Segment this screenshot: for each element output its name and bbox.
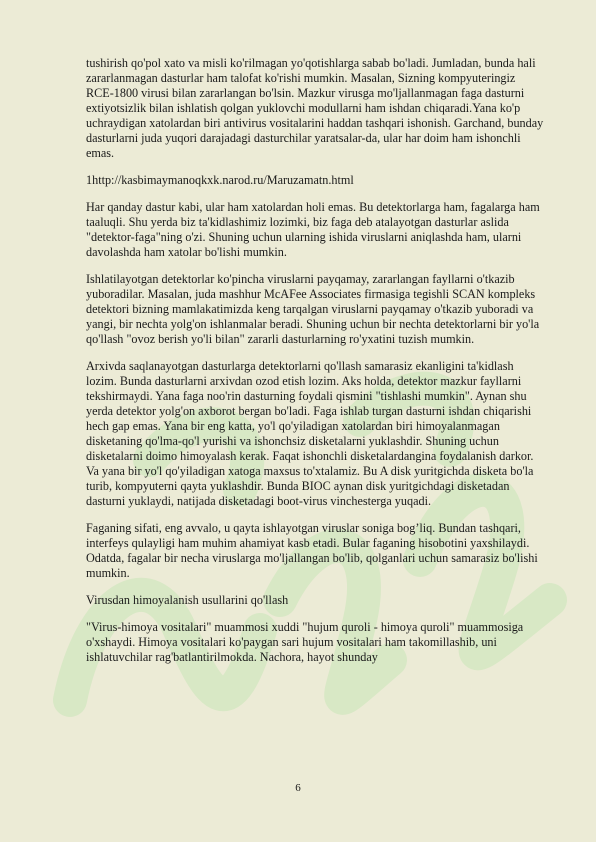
paragraph: Har qanday dastur kabi, ular ham xatolardan holi emas. Bu detektorlarga ham, fagalarga ham taaluqli. Shu yerda biz ta'kidlashimiz lozimki, biz faga deb atalayotgan dasturlar aslida "detektor-faga"ning o'zi. Shuning uchun ularning ishida viruslarni aniqlashda ham, ularni davolashda ham xatolar bo'lishi mumkin. (86, 200, 540, 259)
page-number: 6 (295, 782, 301, 794)
paragraph: Arxivda saqlanayotgan dasturlarga detektorlarni qo'llash samarasiz ekanligini ta'kidlash lozim. Bunda dasturlarni arxivdan ozod etish lozim. Aks holda, detektor mazkur fayllarni tekshirmaydi. Yana faga noo'rin dasturning foydali qismini "tishlashi mumkin". Aynan shu yerda detektor yolg'on axborot bergan bo'ladi. Faga ishlab turgan dasturni ishdan chiqarishi hech gap emas. Yana bir eng katta, yo'l qo'yiladigan xatolardan biri himoyalanmagan disketaning qo'lma-qo'l yurishi va ishonchsiz disketalarni yuklashdir. Shuning uchun disketalarni doimo himoyalash kerak. Faqat ishonchli disketalardangina foydalanish darkor. (86, 359, 534, 463)
document-body (86, 56, 546, 677)
paragraph: Va yana bir yo'l qo'yiladigan xatoga maxsus to'xtalamiz. Bu A disk yuritgichda disketa bo'la turib, kompyuterni qayta yuklashdir. Bunda BIOC aynan disk yuritgichdagi disketadan dasturni yuklaydi, natijada disketadagi boot-virus vinchesterga yuqadi. (86, 464, 534, 508)
section-heading: Virusdan himoyalanish usullarini qo'llash (86, 593, 289, 607)
paragraph: Faganing sifati, eng avvalo, u qayta ishlayotgan viruslar soniga bog’liq. Bundan tashqari, interfeys qulayligi ham muhim ahamiyat kasb etadi. Bular faganing hisobotini yaxshilaydi. Odatda, fagalar bir necha viruslarga mo'ljallangan bo'lib, qolganlari uchun samarasiz bo'lishi mumkin. (86, 521, 538, 580)
footnote-link: 1http://kasbimaymanoqkxk.narod.ru/Maruzamatn.html (86, 173, 354, 187)
paragraph: "Virus-himoya vositalari" muammosi xuddi "hujum quroli - himoya quroli" muammosiga o'xshaydi. Himoya vositalari ko'paygan sari hujum vositalari ham takomillashib, uni ishlatuvchilar rag'batlantirilmokda. Nachora, hayot shunday (86, 620, 524, 664)
paragraph: tushirish qo'pol xato va misli ko'rilmagan yo'qotishlarga sabab bo'ladi. Jumladan, bunda hali zararlanmagan dasturlar ham talofat ko'rishi mumkin. Masalan, Sizning kompyuteringiz RCE-1800 virusi bilan zararlangan bo'lsin. Mazkur virusga mo'ljallanmagan faga dasturni extiyotsizlik bilan ishlatish qolgan yuklovchi modullarni ham ishdan chiqaradi.Yana ko'p uchraydigan xatolardan biri antivirus vositalarini haddan tashqari ishonish. Garchand, bunday dasturlarni juda yuqori darajadagi dasturchilar yaratsalar-da, ular har doim ham ishonchli emas. (86, 56, 544, 160)
paragraph: Ishlatilayotgan detektorlar ko'pincha viruslarni payqamay, zararlangan fayllarni o'tkazib yuboradilar. Masalan, juda mashhur McAFee Associates firmasiga tegishli SCAN kompleks detektori bizning mamlakatimizda keng tarqalgan viruslarni payqamay o'tkazib yuboradi va yangi, bir nechta yolg'on ishlanmalar beradi. Shuning uchun bir nechta detektorlarni bir yo'la qo'llash "ovoz berish yo'li bilan" zararli dasturlarning ro'yxatini tuzish mumkin. (86, 272, 540, 346)
